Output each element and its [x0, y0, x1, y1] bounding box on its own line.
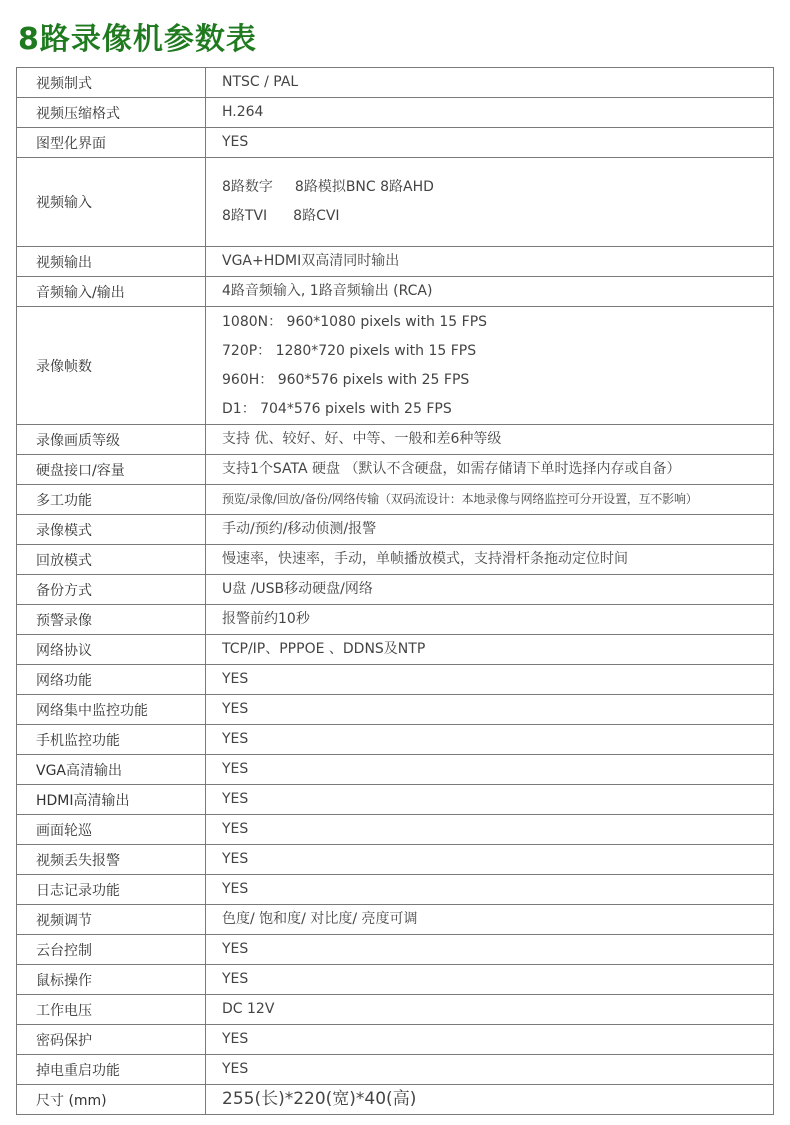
table-row [17, 875, 774, 905]
row-value: 报警前约10秒 [206, 605, 774, 635]
row-value: 预览/录像/回放/备份/网络传输（双码流设计：本地录像与网络监控可分开设置，互不影响） [206, 485, 774, 515]
table-row [17, 455, 774, 485]
table-row [17, 755, 774, 785]
table-row [17, 965, 774, 995]
row-value: NTSC / PAL [206, 68, 774, 98]
row-label: 视频丢失报警 [17, 845, 206, 875]
table-row [17, 815, 774, 845]
table-row [17, 425, 774, 455]
row-label: 尺寸 (mm) [17, 1085, 206, 1115]
row-label: 视频输入 [17, 158, 206, 247]
row-value: YES [206, 965, 774, 995]
row-label: 日志记录功能 [17, 875, 206, 905]
row-value: U盘 /USB移动硬盘/网络 [206, 575, 774, 605]
row-value: 1080N： 960*1080 pixels with 15 FPS 720P： 1280*720 pixels with 15 FPS 960H： 960*576 pixels with 25 FPS D1： 704*576 pixels with 25 FPS [206, 307, 774, 425]
row-value: 4路音频输入, 1路音频输出 (RCA) [206, 277, 774, 307]
row-label: 掉电重启功能 [17, 1055, 206, 1085]
row-label: 录像帧数 [17, 307, 206, 425]
row-value: YES [206, 875, 774, 905]
row-value: YES [206, 935, 774, 965]
row-value: YES [206, 665, 774, 695]
row-label: 网络集中监控功能 [17, 695, 206, 725]
row-label: 图型化界面 [17, 128, 206, 158]
table-row [17, 845, 774, 875]
row-value: 慢速率，快速率，手动，单帧播放模式，支持滑杆条拖动定位时间 [206, 545, 774, 575]
table-row [17, 695, 774, 725]
row-label: 备份方式 [17, 575, 206, 605]
table-row [17, 785, 774, 815]
row-label: 手机监控功能 [17, 725, 206, 755]
table-row [17, 1055, 774, 1085]
row-label: 网络功能 [17, 665, 206, 695]
row-label: 云台控制 [17, 935, 206, 965]
table-row [17, 307, 774, 425]
row-value: 支持 优、较好、好、中等、一般和差6种等级 [206, 425, 774, 455]
row-value: YES [206, 695, 774, 725]
row-value: YES [206, 785, 774, 815]
table-row [17, 995, 774, 1025]
row-label: 视频压缩格式 [17, 98, 206, 128]
row-value: YES [206, 1025, 774, 1055]
row-value: 手动/预约/移动侦测/报警 [206, 515, 774, 545]
table-row [17, 1085, 774, 1115]
table-row [17, 725, 774, 755]
row-value: DC 12V [206, 995, 774, 1025]
table-row [17, 158, 774, 247]
row-label: 录像模式 [17, 515, 206, 545]
row-value: YES [206, 755, 774, 785]
row-label: 视频制式 [17, 68, 206, 98]
row-value: YES [206, 725, 774, 755]
page-title: 8路录像机参数表 [18, 22, 257, 57]
row-label: 工作电压 [17, 995, 206, 1025]
row-value: YES [206, 815, 774, 845]
table-row [17, 665, 774, 695]
table-row [17, 68, 774, 98]
row-label: 画面轮巡 [17, 815, 206, 845]
table-row [17, 247, 774, 277]
row-label: 网络协议 [17, 635, 206, 665]
row-label: 鼠标操作 [17, 965, 206, 995]
row-value: YES [206, 128, 774, 158]
table-row [17, 128, 774, 158]
row-value: YES [206, 1055, 774, 1085]
row-value: TCP/IP、PPPOE 、DDNS及NTP [206, 635, 774, 665]
row-value: 色度/ 饱和度/ 对比度/ 亮度可调 [206, 905, 774, 935]
row-label: 音频输入/输出 [17, 277, 206, 307]
row-value: YES [206, 845, 774, 875]
row-label: 视频输出 [17, 247, 206, 277]
row-label: 硬盘接口/容量 [17, 455, 206, 485]
row-label: VGA高清输出 [17, 755, 206, 785]
row-value: 255(长)*220(宽)*40(高) [206, 1085, 774, 1115]
row-label: 录像画质等级 [17, 425, 206, 455]
table-row [17, 545, 774, 575]
table-row [17, 605, 774, 635]
row-value: 8路数字 8路模拟BNC 8路AHD 8路TVI 8路CVI [206, 158, 774, 247]
row-label: 密码保护 [17, 1025, 206, 1055]
table-row [17, 98, 774, 128]
table-row [17, 575, 774, 605]
row-label: HDMI高清输出 [17, 785, 206, 815]
row-value: 支持1个SATA 硬盘 （默认不含硬盘，如需存储请下单时选择内存或自备） [206, 455, 774, 485]
row-label: 视频调节 [17, 905, 206, 935]
row-value: VGA+HDMI双高清同时输出 [206, 247, 774, 277]
table-row [17, 935, 774, 965]
table-row [17, 1025, 774, 1055]
spec-table [16, 67, 774, 1115]
table-row [17, 277, 774, 307]
table-row [17, 515, 774, 545]
row-label: 多工功能 [17, 485, 206, 515]
table-row [17, 485, 774, 515]
row-value: H.264 [206, 98, 774, 128]
table-row [17, 635, 774, 665]
table-row [17, 905, 774, 935]
row-label: 回放模式 [17, 545, 206, 575]
row-label: 预警录像 [17, 605, 206, 635]
